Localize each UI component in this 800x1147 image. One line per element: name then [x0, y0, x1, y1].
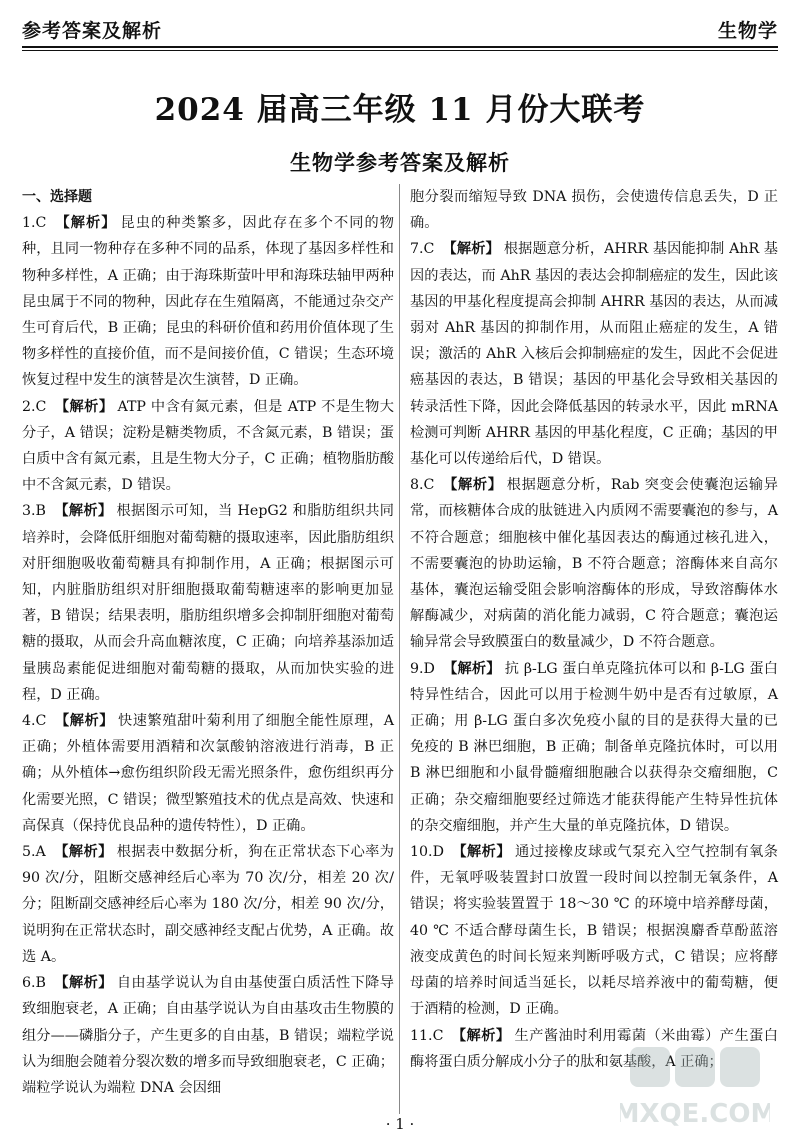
analysis-tag: 【解析】 [53, 503, 113, 520]
answer-item [22, 498, 394, 708]
answer-number: 6.B [22, 975, 46, 992]
answer-text: ATP 中含有氮元素，但是 ATP 不是生物大分子，A 错误；淀粉是糖类物质，不含氮元素，B 错误；蛋白质中含有氮元素，且是生物大分子，C 正确；植物脂肪酸中不含氮元素，D 错误。 [22, 398, 394, 494]
answer-text: 根据图示可知，当 HepG2 和脂肪组织共同培养时，会降低肝细胞对葡萄糖的摄取速率，因此脂肪组织对肝细胞吸收葡萄糖具有抑制作用，A 正确；根据图示可知，内脏脂肪组织对肝细胞摄取葡萄糖速率的影响更加显著，B 错误；结果表明，脂肪组织增多会抑制肝细胞对葡萄糖的摄取，从而会升高血糖浓度，C 正确；向培养基添加适量胰岛素能促进细胞对葡萄糖的摄取，从而加快实验的进程，D 正确。 [22, 503, 394, 703]
column-divider [399, 184, 400, 1114]
answer-item [22, 394, 394, 499]
page-number: · 1 · [385, 1115, 415, 1133]
answer-item [410, 839, 778, 1022]
analysis-tag: 【解析】 [451, 844, 511, 861]
answer-text: 根据题意分析，AHRR 基因能抑制 AhR 基因的表达，而 AhR 基因的表达会抑制癌症的发生，因此该基因的甲基化程度提高会抑制 AHRR 基因的表达，从而减弱对 AhR 基因的抑制作用，从而阻止癌症的发生，A 错误；激活的 AhR 入核后会抑制癌症的发生，因此不会促进癌基因的表达，B 错误；基因的甲基化会导致相关基因的转录活性下降，因此会降低基因的转录水平，因此 mRNA 检测可判断 AHRR 基因的甲基化程度，C 正确；基因的甲基化可以传递给后代，D 错误。 [410, 241, 778, 468]
answer-number: 7.C [410, 241, 435, 258]
analysis-tag: 【解析】 [54, 398, 114, 415]
answer-text: 抗 β-LG 蛋白单克隆抗体可以和 β-LG 蛋白特异性结合，因此可以用于检测牛奶中是否有过敏原，A 正确；用 β-LG 蛋白多次免疫小鼠的目的是获得大量的已免疫的 B 淋巴细胞，B 正确；制备单克隆抗体时，可以用 B 淋巴细胞和小鼠骨髓瘤细胞融合以获得杂交瘤细胞，C 正确；杂交瘤细胞要经过筛选才能获得能产生特异性抗体的杂交瘤细胞，并产生大量的单克隆抗体，D 错误。 [410, 660, 778, 834]
header-rule [22, 46, 778, 51]
answer-text: 昆虫的种类繁多，因此存在多个不同的物种，且同一物种存在多种不同的品系，体现了基因多样性和物种多样性，A 正确；由于海珠斯萤叶甲和海珠珐轴甲两种昆虫属于不同的物种，因此存在生殖隔离，不能通过杂交产生可育后代，B 正确；昆虫的科研价值和药用价值体现了生物多样性的直接价值，而不是间接价值，C 错误；生态环境恢复过程中发生的演替是次生演替，D 正确。 [22, 215, 394, 389]
answer-number: 4.C [22, 713, 47, 730]
answer-number: 2.C [22, 398, 47, 415]
answer-number: 9.D [410, 660, 435, 677]
answer-text: 根据表中数据分析，狗在正常状态下心率为 90 次/分，阻断交感神经后心率为 70 次/分，相差 20 次/分；阻断副交感神经后心率为 180 次/分，相差 90 次/分，说明狗在正常状态时，副交感神经支配占优势，A 正确。故选 A。 [22, 844, 394, 965]
right-column [410, 184, 778, 1075]
answer-number: 8.C [410, 477, 435, 494]
left-column [22, 184, 394, 1101]
analysis-tag: 【解析】 [54, 713, 115, 730]
header-left-title: 参考答案及解析 [22, 20, 163, 42]
exam-subtitle: 生物学参考答案及解析 [290, 151, 510, 175]
answer-text: 快速繁殖甜叶菊利用了细胞全能性原理，A 正确；外植体需要用酒精和次氯酸钠溶液进行消毒，B 正确；从外植体→愈伤组织阶段无需光照条件，愈伤组织再分化需要光照，C 错误；微型繁殖技术的优点是高效、快速和高保真（保持优良品种的遗传特性），D 正确。 [22, 713, 394, 834]
answer-number: 10.D [410, 844, 444, 861]
header-subject: 生物学 [717, 20, 778, 42]
analysis-tag: 【解析】 [442, 660, 501, 677]
answer-item [22, 210, 394, 393]
analysis-tag: 【解析】 [442, 241, 500, 258]
watermark-logo [620, 1042, 770, 1137]
answer-item [22, 970, 394, 1101]
analysis-tag: 【解析】 [451, 1027, 511, 1044]
analysis-tag: 【解析】 [53, 975, 113, 992]
svg-text:MXQE.COM: MXQE.COM [620, 1099, 770, 1129]
answer-number: 3.B [22, 503, 46, 520]
answer-text: 自由基学说认为自由基使蛋白质活性下降导致细胞衰老，A 正确；自由基学说认为自由基攻击生物膜的组分——磷脂分子，产生更多的自由基，B 错误；端粒学说认为细胞会随着分裂次数的增多而导致细胞衰老，C 正确；端粒学说认为端粒 DNA 会因细 [22, 975, 394, 1096]
continued-text: 胞分裂而缩短导致 DNA 损伤，会使遗传信息丢失，D 正确。 [410, 189, 778, 232]
answer-item [410, 236, 778, 472]
answer-text: 通过接橡皮球或气泵充入空气控制有氧条件，无氧呼吸装置封口放置一段时间以控制无氧条件，A 错误；将实验装置置于 18～30 ℃ 的环境中培养酵母菌，40 ℃ 不适合酵母菌生长，B 错误；根据溴麝香草酚蓝溶液变成黄色的时间长短来判断呼吸方式，C 错误；应将酵母菌的培养时间适当延长，以耗尽培养液中的葡萄糖，便于酒精的检测，D 正确。 [410, 844, 778, 1018]
exam-title: 2024 届高三年级 11 月份大联考 [154, 92, 646, 128]
answer-number: 5.A [22, 844, 46, 861]
answer-item [410, 656, 778, 839]
answer-item [22, 708, 394, 839]
analysis-tag: 【解析】 [53, 844, 113, 861]
analysis-tag: 【解析】 [442, 477, 503, 494]
page-header [22, 0, 778, 44]
analysis-tag: 【解析】 [54, 215, 117, 232]
answer-number: 1.C [22, 215, 47, 232]
section-heading: 一、选择题 [22, 189, 92, 205]
answer-number: 11.C [410, 1027, 444, 1044]
answer-text: 生产酱油时利用霉菌（米曲霉）产生蛋白酶将蛋白质分解成小分子的肽和氨基酸，A 正确； [410, 1027, 778, 1070]
answer-item [410, 472, 778, 655]
answer-text: 根据题意分析，Rab 突变会使囊泡运输异常，而核糖体合成的肽链进入内质网不需要囊泡的参与，A 不符合题意；细胞核中催化基因表达的酶通过核孔进入，不需要囊泡的协助运输，B 不符合题意；溶酶体来自高尔基体，囊泡运输受阻会影响溶酶体的形成，导致溶酶体水解酶减少，对病菌的消化能力减弱，C 符合题意；囊泡运输异常会导致膜蛋白的数量减少，D 不符合题意。 [410, 477, 778, 651]
answer-item [22, 839, 394, 970]
